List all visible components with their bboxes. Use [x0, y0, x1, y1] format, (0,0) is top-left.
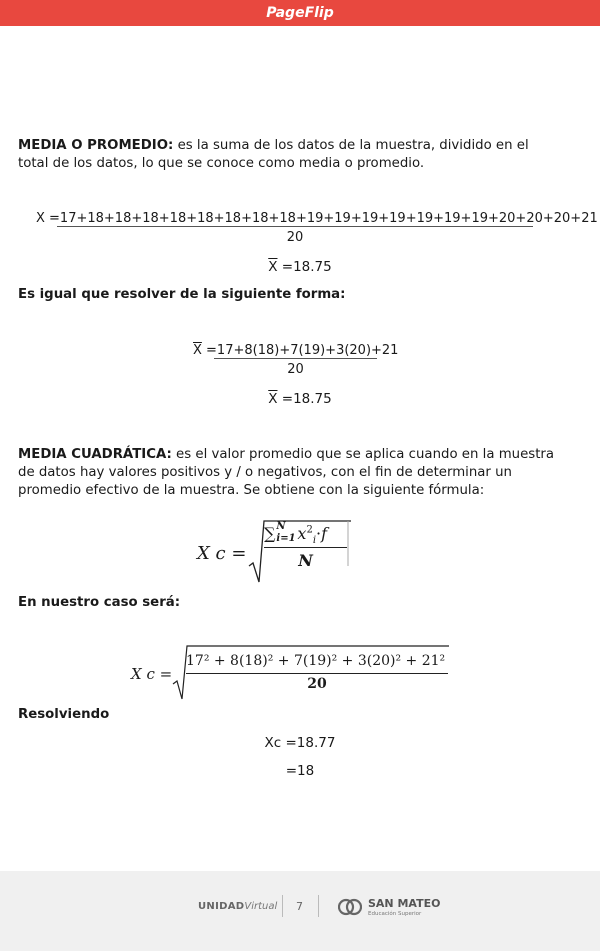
quadratic-mean-applied-denominator: 20 — [307, 676, 327, 692]
media-promedio-paragraph — [18, 137, 558, 173]
xbar-symbol: $\overline{X}$ — [268, 259, 278, 275]
mean-result-2-value: =18.75 — [277, 391, 332, 407]
quadratic-mean-lhs: X c = — [197, 543, 247, 564]
media-cuadratica-term: MEDIA CUADRÁTICA: — [18, 447, 172, 462]
san-mateo-logo-subtitle: Educación Superior — [368, 911, 422, 917]
radical-sign — [172, 642, 450, 702]
mean-formula-grouped — [193, 343, 399, 377]
xbar-symbol: $\overline{X}$ — [268, 391, 278, 407]
quadratic-mean-applied-numerator: 17² + 8(18)² + 7(19)² + 3(20)² + 21² — [186, 653, 446, 669]
fraction-line — [214, 358, 377, 359]
term-x: x — [297, 524, 307, 543]
term-exponent: 2 — [306, 524, 313, 536]
term-dot: · — [316, 524, 322, 543]
term-subscript: i — [312, 535, 317, 547]
page-footer — [0, 871, 600, 951]
xbar-symbol: $\overline{X}$ — [193, 343, 202, 358]
quadratic-mean-applied-lhs: X c = — [131, 665, 173, 683]
media-promedio-text: es la suma de los datos de la muestra, dividido en el total de los datos, lo que se conoce como media o promedio. — [18, 138, 529, 171]
mean-result-1 — [0, 259, 600, 275]
result-rounded: =18 — [285, 763, 315, 779]
media-cuadratica-paragraph — [18, 446, 558, 500]
app-title: PageFlip — [266, 5, 334, 21]
mean-formula-numerator: X =17+18+18+18+18+18+18+18+18+19+19+19+19+19+19+19+20+20+20+21 — [36, 211, 598, 226]
quadratic-mean-numerator — [264, 521, 350, 547]
mean-formula-denominator: 20 — [286, 230, 304, 245]
summation-symbol: ∑ — [264, 524, 276, 543]
top-bar — [0, 0, 600, 26]
page-number: 7 — [296, 900, 303, 913]
quadratic-mean-applied — [131, 640, 451, 702]
san-mateo-logo-name: SAN MATEO — [368, 897, 441, 910]
fraction-line — [186, 673, 448, 674]
alternative-method-heading: Es igual que resolver de la siguiente forma: — [18, 287, 346, 302]
mean-formula-grouped-numerator: $\overline{X} =17+8(18)+7(19)+3(20)+21$ — [193, 343, 399, 358]
san-mateo-logo-icon — [338, 895, 362, 919]
term-f: f — [321, 524, 328, 543]
media-cuadratica-text: es el valor promedio que se aplica cuando en la muestra de datos hay valores positivos y / o negativos, con el fin de determinar un promedio efectivo de la muestra. Se obtiene con la siguiente fórmula: — [18, 447, 555, 498]
mean-formula-grouped-denominator: 20 — [287, 362, 304, 377]
fraction-line — [264, 547, 347, 548]
quadratic-mean-formula — [197, 512, 357, 588]
fraction-line — [57, 226, 533, 227]
media-promedio-term: MEDIA O PROMEDIO: — [18, 138, 174, 153]
footer-divider — [318, 895, 319, 917]
mean-result-1-value: =18.75 — [277, 259, 332, 275]
sum-lower-limit: i=1 — [276, 533, 296, 544]
solving-heading: Resolviendo — [18, 707, 110, 722]
footer-divider — [282, 895, 283, 917]
unidad-virtual-brand: UNIDADVirtual — [198, 901, 278, 912]
mean-formula-expanded — [36, 211, 598, 245]
mean-result-2 — [0, 391, 600, 407]
quadratic-mean-denominator: N — [298, 551, 313, 570]
our-case-heading: En nuestro caso será: — [18, 595, 181, 610]
result-xc: Xc =18.77 — [264, 735, 336, 751]
sum-upper-limit: N — [276, 521, 286, 532]
